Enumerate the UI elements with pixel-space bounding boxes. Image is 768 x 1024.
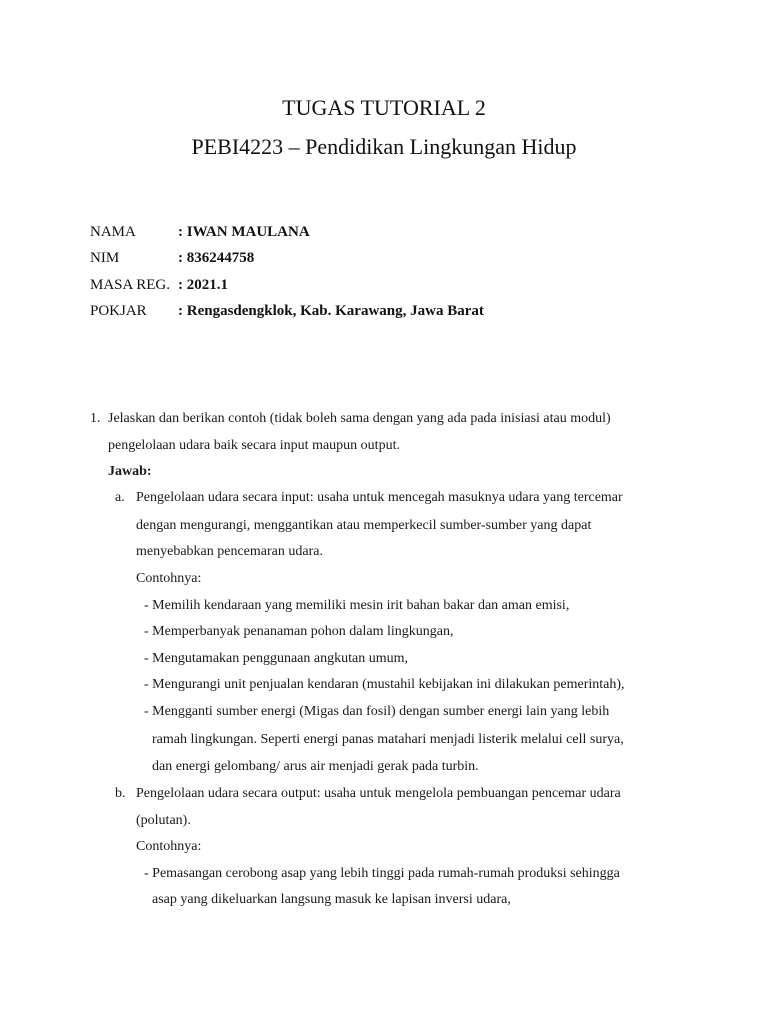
part-a-bullet: - Memperbanyak penanaman pohon dalam lingkungan, — [144, 624, 454, 639]
part-a-continuation: ramah lingkungan. Seperti energi panas matahari menjadi listerik melalui cell surya, — [152, 732, 624, 747]
part-b-continuation: asap yang dikeluarkan langsung masuk ke lapisan inversi udara, — [152, 892, 511, 907]
identity-row-nama — [90, 223, 310, 241]
part-b-example-label: Contohnya: — [136, 839, 202, 854]
question-line: pengelolaan udara baik secara input maupun output. — [108, 438, 400, 453]
part-a-bullet: - Mengurangi unit penjualan kendaran (mustahil kebijakan ini dilakukan pemerintah), — [144, 677, 625, 692]
part-a-continuation: dan energi gelombang/ arus air menjadi gerak pada turbin. — [152, 759, 479, 774]
question-line: Jelaskan dan berikan contoh (tidak boleh sama dengan yang ada pada inisiasi atau modul) — [108, 411, 611, 426]
identity-value: : IWAN MAULANA — [178, 224, 310, 240]
identity-row-masa-reg — [90, 276, 228, 294]
identity-label: NAMA — [90, 224, 136, 240]
part-b-line: (polutan). — [136, 813, 191, 828]
part-a-example-label: Contohnya: — [136, 571, 202, 586]
part-b-bullet: - Pemasangan cerobong asap yang lebih tinggi pada rumah-rumah produksi sehingga — [144, 866, 620, 881]
answer-label: Jawab: — [108, 464, 152, 479]
part-b-marker: b. — [115, 786, 126, 801]
question-number: 1. — [90, 411, 101, 426]
part-a-line: dengan mengurangi, menggantikan atau memperkecil sumber-sumber yang dapat — [136, 518, 592, 533]
part-a-bullet: - Mengutamakan penggunaan angkutan umum, — [144, 651, 408, 666]
identity-label: POKJAR — [90, 303, 147, 319]
identity-value: : Rengasdengklok, Kab. Karawang, Jawa Barat — [178, 303, 484, 319]
part-a-line: Pengelolaan udara secara input: usaha untuk mencegah masuknya udara yang tercemar — [136, 490, 623, 505]
part-a-bullet: - Mengganti sumber energi (Migas dan fosil) dengan sumber energi lain yang lebih — [144, 704, 610, 719]
part-b-line: Pengelolaan udara secara output: usaha untuk mengelola pembuangan pencemar udara — [136, 786, 621, 801]
identity-value: : 836244758 — [178, 250, 255, 266]
identity-value: : 2021.1 — [178, 277, 228, 293]
identity-label: MASA REG. — [90, 277, 171, 293]
part-a-bullet: - Memilih kendaraan yang memiliki mesin irit bahan bakar dan aman emisi, — [144, 598, 570, 613]
identity-label: NIM — [90, 250, 120, 266]
part-a-marker: a. — [115, 490, 125, 505]
identity-row-pokjar — [90, 302, 484, 320]
identity-row-nim — [90, 249, 254, 267]
document-title: TUGAS TUTORIAL 2 — [282, 95, 486, 120]
part-a-line: menyebabkan pencemaran udara. — [136, 544, 323, 559]
document-subtitle: PEBI4223 – Pendidikan Lingkungan Hidup — [191, 134, 577, 159]
